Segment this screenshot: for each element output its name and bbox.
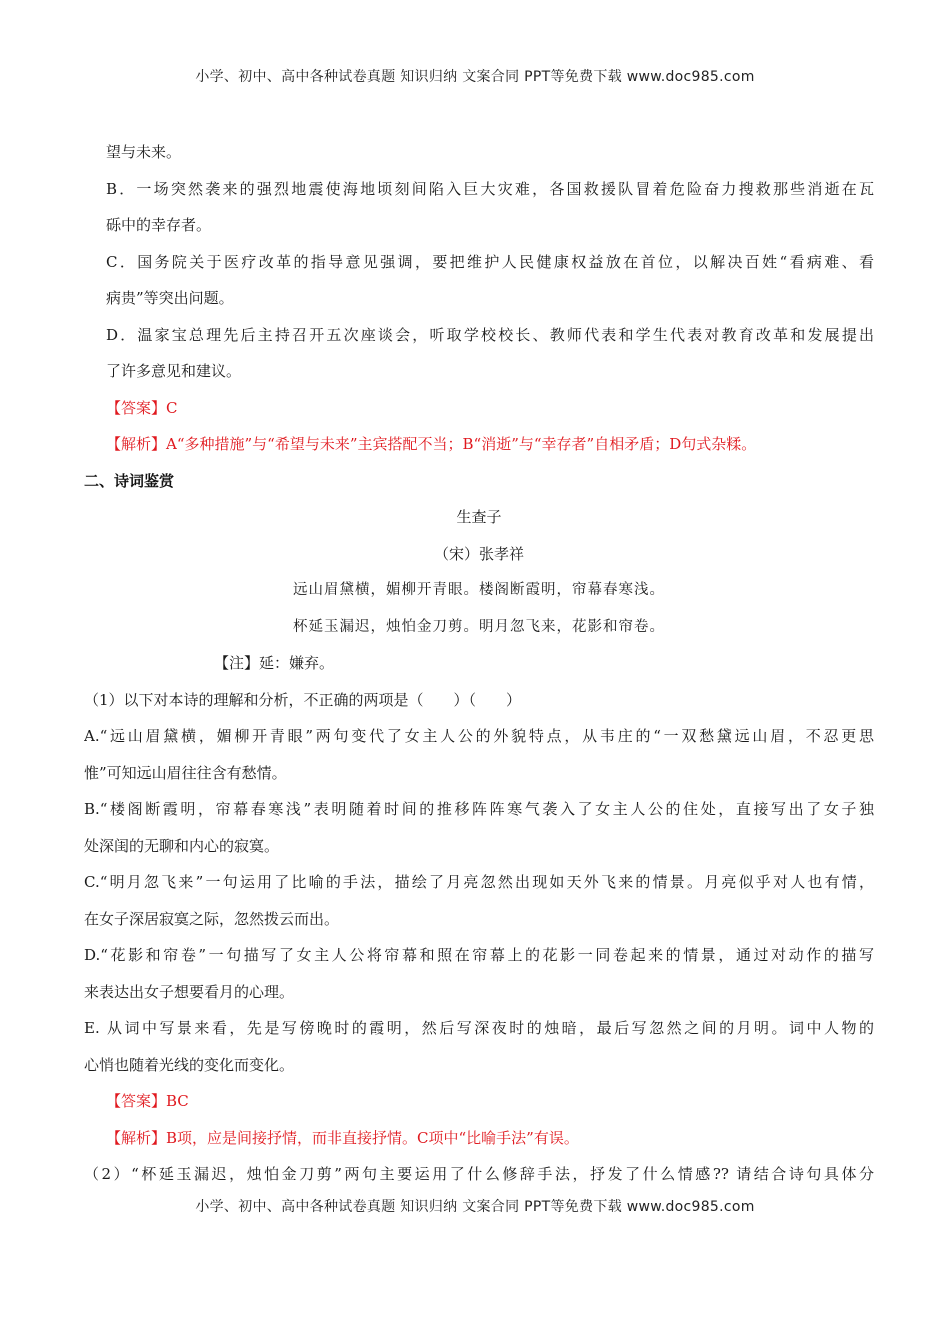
option-a-line2: 惟”可知远山眉往往含有愁情。 <box>84 763 287 782</box>
poem-author: （宋）张孝祥 <box>433 544 524 563</box>
option-e-line2: 心悄也随着光线的变化而变化。 <box>84 1055 295 1074</box>
option-b-line1: B．一场突然袭来的强烈地震使海地顷刻间陷入巨大灾难，各国救援队冒着危险奋力搜救那些消逝在瓦 <box>106 179 874 198</box>
poem-line-2: 杯延玉漏迟，烛怕金刀剪。明月忽飞来，花影和帘卷。 <box>293 618 665 635</box>
question-stem: （1）以下对本诗的理解和分析，不正确的两项是（ ）（ ） <box>84 690 522 709</box>
page-footer: 小学、初中、高中各种试卷真题 知识归纳 文案合同 PPT等免费下载 www.doc985.com <box>195 1199 755 1215</box>
option-a-line1: A.“远山眉黛横，媚柳开青眼”两句变代了女主人公的外貌特点，从韦庄的“一双愁黛远山眉，不忍更思 <box>84 727 874 745</box>
option-d-line2: 了许多意见和建议。 <box>106 362 242 380</box>
document-body <box>84 134 874 1193</box>
answer-2: 【答案】BC <box>106 1092 189 1110</box>
option-d-line1: D．温家宝总理先后主持召开五次座谈会，听取学校校长、教师代表和学生代表对教育改革和发展提出 <box>106 325 874 344</box>
analysis-1: 【解析】A“多种措施”与“希望与未来”主宾搭配不当；B“消逝”与“幸存者”自相矛盾；D句式杂糅。 <box>106 435 757 453</box>
poem-note: 【注】延：嫌弃。 <box>214 654 335 672</box>
poem-title: 生查子 <box>456 508 502 526</box>
option-b-line2: 处深闺的无聊和内心的寂寞。 <box>84 836 280 855</box>
option-c-line1: C.“明月忽飞来”一句运用了比喻的手法，描绘了月亮忽然出现如天外飞来的情景。月亮似乎对人也有情， <box>84 873 874 891</box>
option-c-line2: 病贵”等突出问题。 <box>106 289 234 307</box>
option-c-line2: 在女子深居寂寞之际，忽然拨云而出。 <box>84 909 340 928</box>
next-question: （2）“杯延玉漏迟，烛怕金刀剪”两句主要运用了什么修辞手法，抒发了什么情感?? 请结合诗句具体分 <box>84 1165 874 1183</box>
option-e-line1: E. 从词中写景来看，先是写傍晚时的霞明，然后写深夜时的烛暗，最后写忽然之间的月明。词中人物的 <box>84 1019 874 1037</box>
option-b-line1: B.“楼阁断霞明，帘幕春寒浅”表明随着时间的推移阵阵寒气袭入了女主人公的住处，直接写出了女子独 <box>84 800 874 818</box>
answer-1: 【答案】C <box>106 398 178 417</box>
option-c-line1: C．国务院关于医疗改革的指导意见强调，要把维护人民健康权益放在首位，以解决百姓“看病难、看 <box>106 252 874 271</box>
poem-line-1: 远山眉黛横，媚柳开青眼。楼阁断霞明，帘幕春寒浅。 <box>293 582 665 598</box>
option-d-line2: 来表达出女子想要看月的心理。 <box>84 982 295 1001</box>
option-d-line1: D.“花影和帘卷”一句描写了女主人公将帘幕和照在帘幕上的花影一同卷起来的情景，通过对动作的描写 <box>84 946 874 964</box>
page-header: 小学、初中、高中各种试卷真题 知识归纳 文案合同 PPT等免费下载 www.doc985.com <box>195 69 755 85</box>
option-b-line2: 砾中的幸存者。 <box>106 216 212 234</box>
option-a-tail: 望与未来。 <box>106 143 182 161</box>
section-title: 二、诗词鉴赏 <box>84 471 175 490</box>
analysis-2: 【解析】B项，应是间接抒情，而非直接抒情。C项中“比喻手法”有误。 <box>106 1128 579 1147</box>
